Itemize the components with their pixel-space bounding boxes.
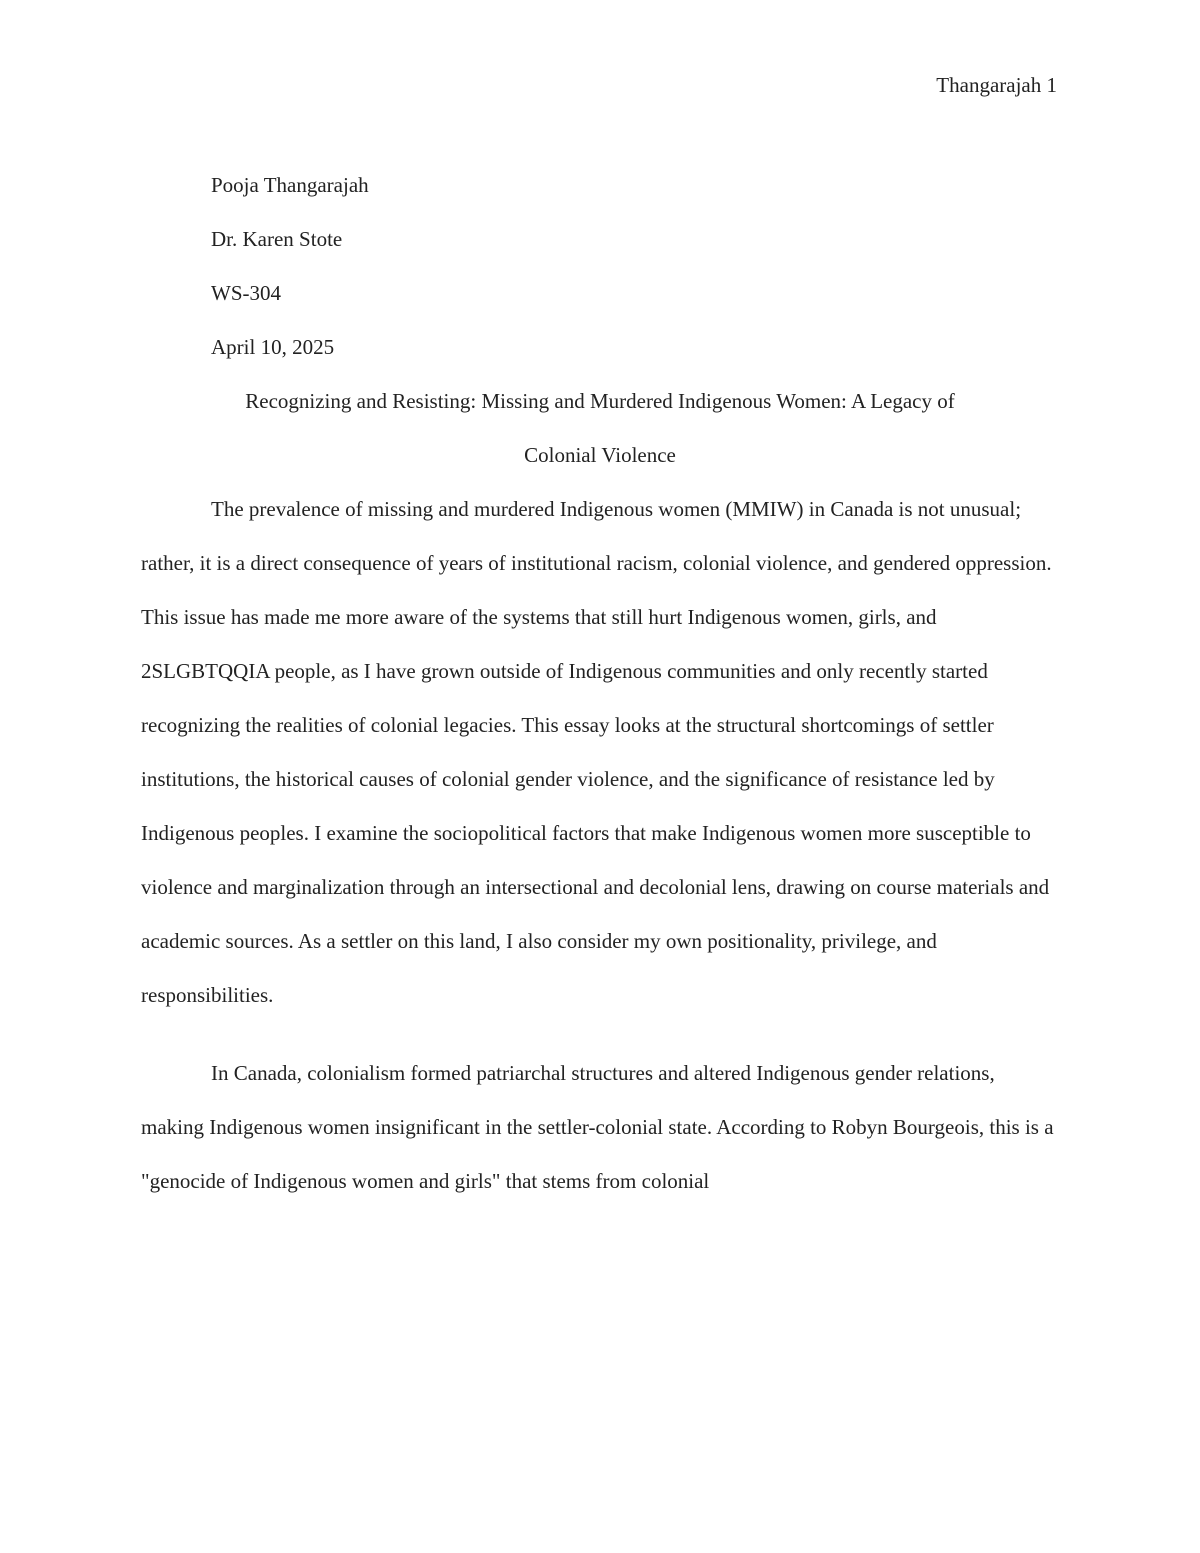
course-code: WS-304 — [211, 281, 281, 305]
running-head: Thangarajah 1 — [936, 73, 1057, 97]
paragraph-spacer — [141, 1022, 1059, 1046]
title-line-2: Colonial Violence — [524, 443, 676, 467]
paper-date: April 10, 2025 — [211, 335, 335, 359]
paper-title — [141, 374, 1059, 482]
body-paragraph-1: The prevalence of missing and murdered Indigenous women (MMIW) in Canada is not unusual; rather, it is a direct consequence of years of institutional racism, colonial violence, and gendered oppression. This issue has made me more aware of the systems that still hurt Indigenous women, girls, and 2SLGBTQQIA people, as I have grown outside of Indigenous communities and only recently started recognizing the realities of colonial legacies. This essay looks at the structural shortcomings of settler institutions, the historical causes of colonial gender violence, and the significance of resistance led by Indigenous peoples. I examine the sociopolitical factors that make Indigenous women more susceptible to violence and marginalization through an intersectional and decolonial lens, drawing on course materials and academic sources. As a settler on this land, I also consider my own positionality, privilege, and responsibilities. — [141, 497, 1052, 1007]
title-line-1: Recognizing and Resisting: Missing and Murdered Indigenous Women: A Legacy of — [245, 389, 955, 413]
instructor-name: Dr. Karen Stote — [211, 227, 343, 251]
body-paragraph-2: In Canada, colonialism formed patriarchal structures and altered Indigenous gender relations, making Indigenous women insignificant in the settler-colonial state. According to Robyn Bourgeois, this is a "genocide of Indigenous women and girls" that stems from colonial — [141, 1061, 1054, 1193]
document-content — [141, 158, 1059, 1208]
author-name: Pooja Thangarajah — [211, 173, 369, 197]
